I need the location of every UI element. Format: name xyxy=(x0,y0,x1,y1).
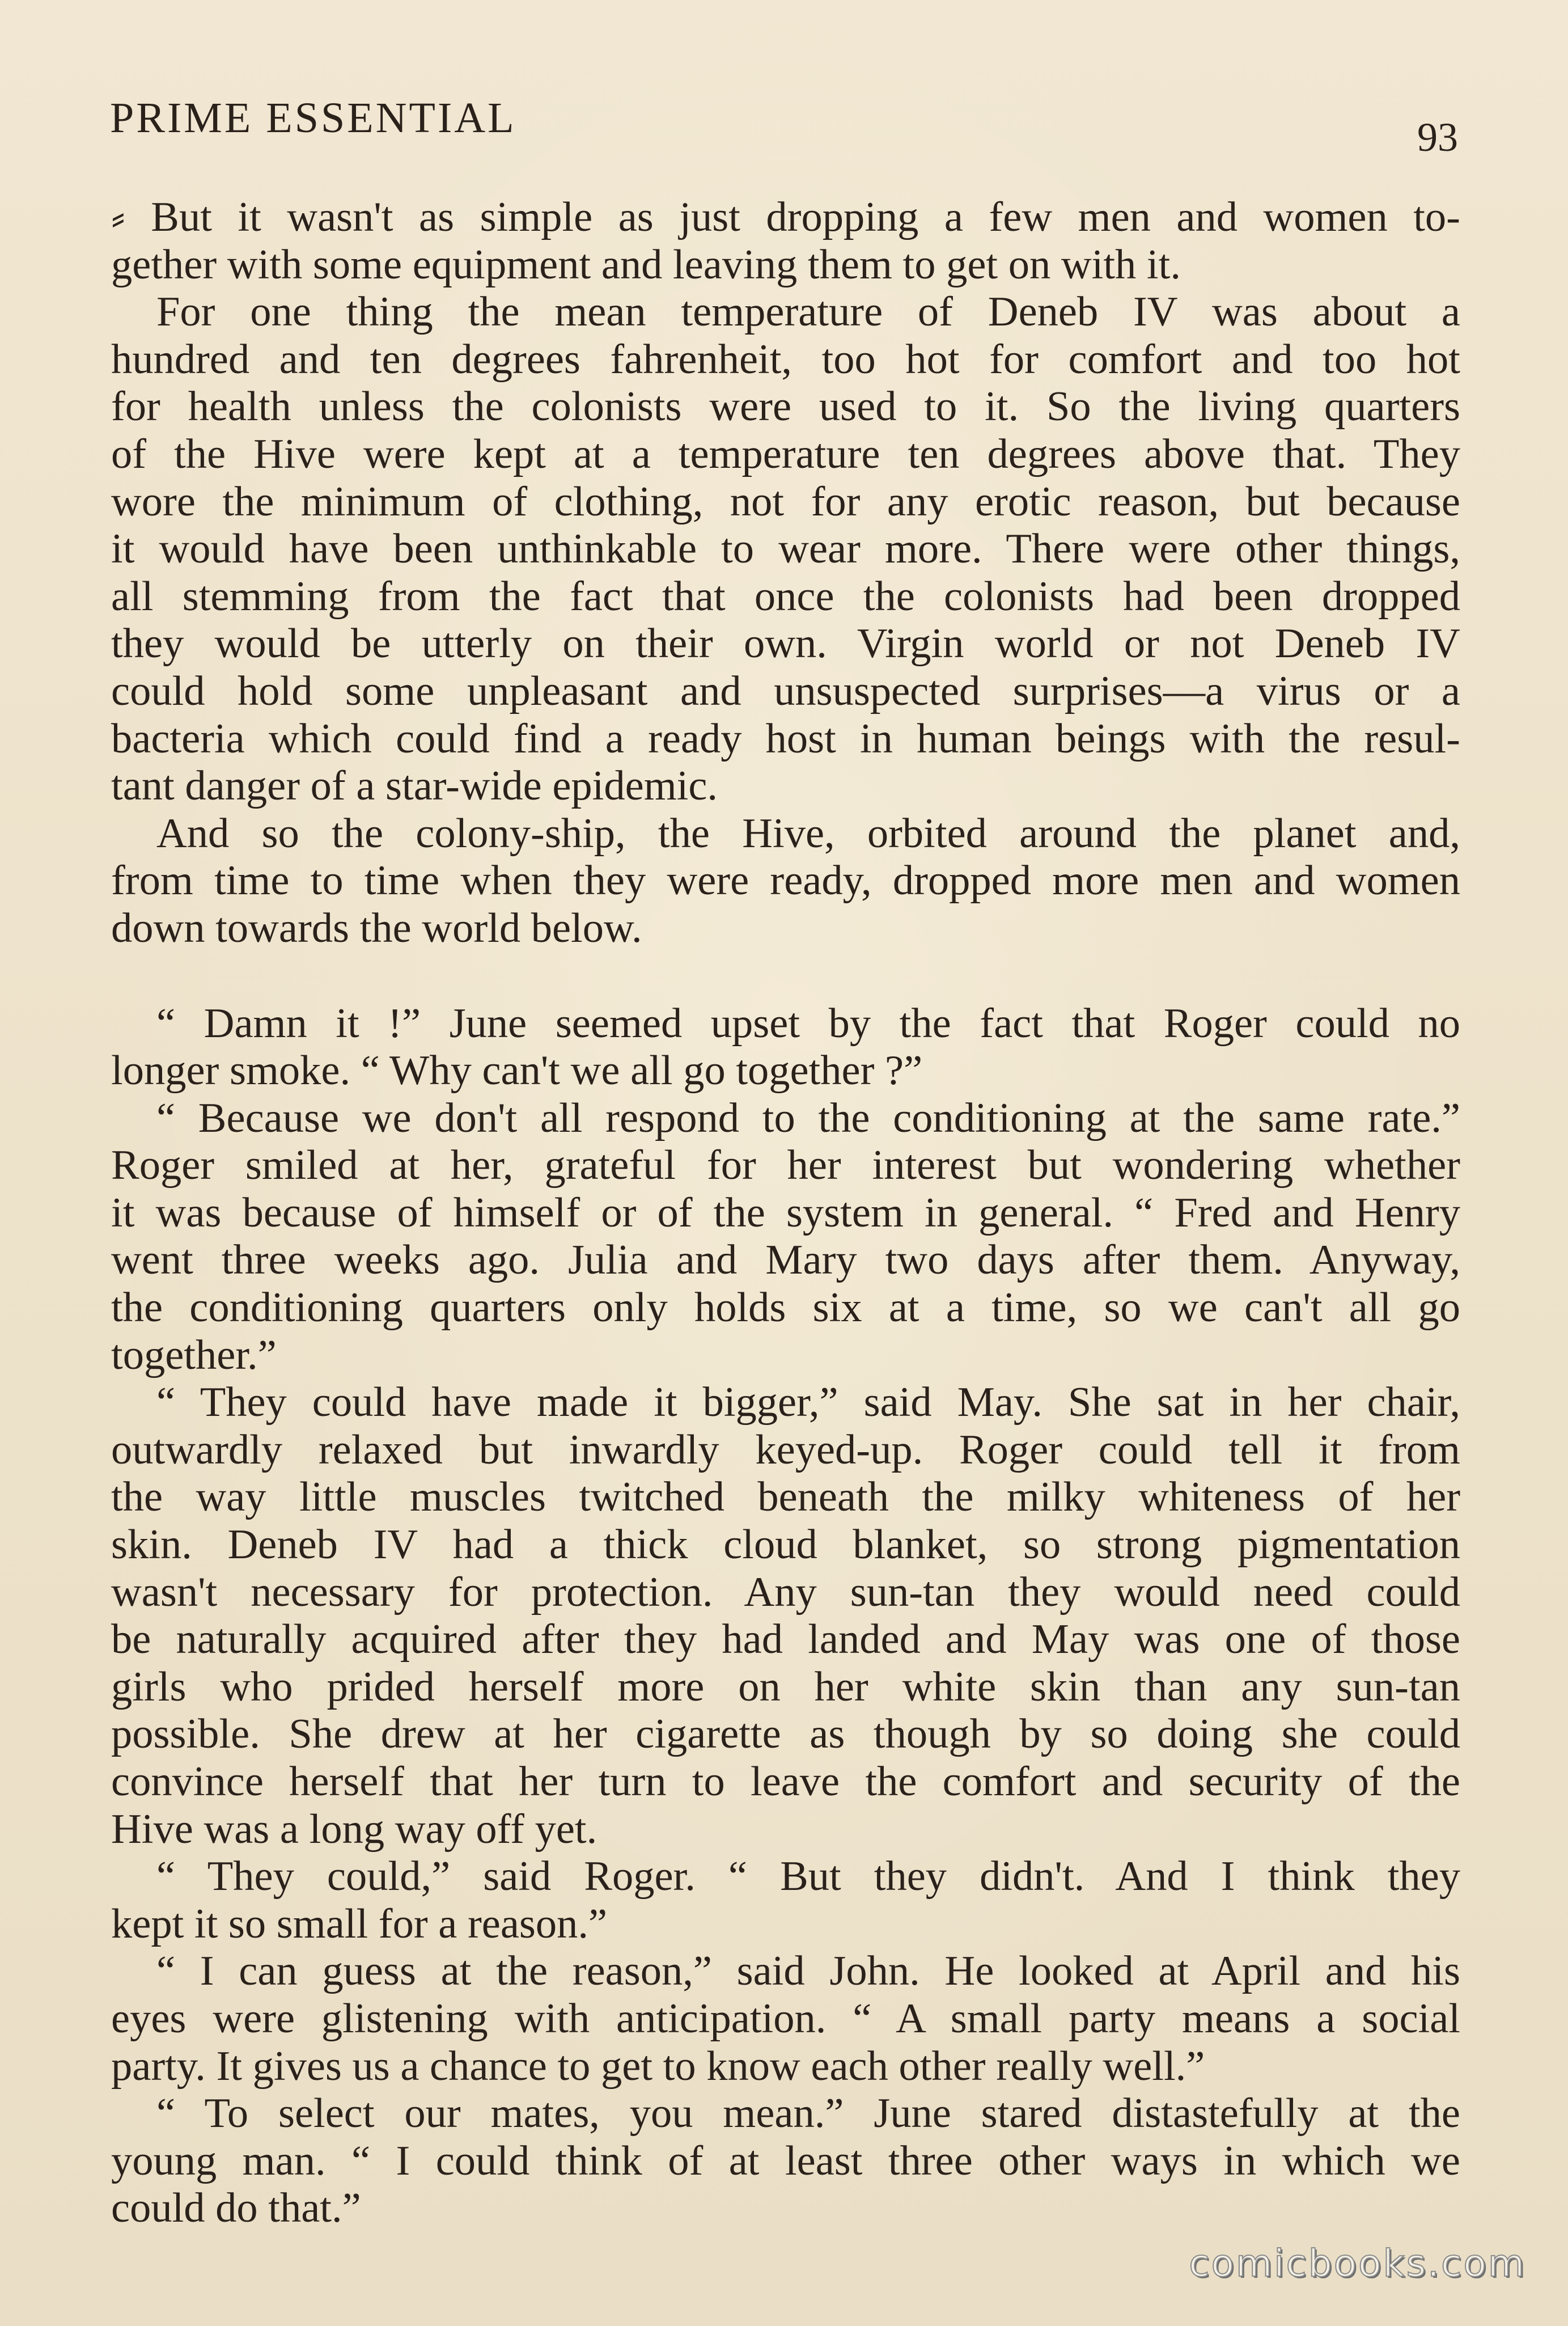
text-line: And so the colony-ship, the Hive, orbited around the planet and, xyxy=(156,810,1460,857)
text-line: it would have been unthinkable to wear more. There were other things, xyxy=(111,526,1460,573)
body-text xyxy=(111,194,1460,2232)
text-line: girls who prided herself more on her white skin than any sun-tan xyxy=(111,1663,1460,1710)
text-line: Roger smiled at her, grateful for her interest but wondering whether xyxy=(111,1142,1460,1189)
section-break xyxy=(111,953,1460,1000)
text-line: wasn't necessary for protection. Any sun-tan they would need could xyxy=(111,1568,1460,1615)
text-line: they would be utterly on their own. Virgin world or not Deneb IV xyxy=(111,620,1460,667)
text-line: “ To select our mates, you mean.” June stared distastefully at the xyxy=(156,2090,1460,2137)
text-line: convince herself that her turn to leave the comfort and security of the xyxy=(111,1758,1460,1805)
text-line: skin. Deneb IV had a thick cloud blanket, so strong pigmentation xyxy=(111,1521,1460,1568)
text-line: wore the minimum of clothing, not for any erotic reason, but because xyxy=(111,478,1460,525)
text-line: down towards the world below. xyxy=(111,904,642,951)
text-line: “ Damn it !” June seemed upset by the fact that Roger could no xyxy=(156,1000,1460,1047)
text-line: ⸗ But it wasn't as simple as just dropping a few men and women to- xyxy=(111,194,1460,240)
text-line: could hold some unpleasant and unsuspected surprises—a virus or a xyxy=(111,667,1460,714)
text-line: For one thing the mean temperature of Deneb IV was about a xyxy=(156,289,1460,336)
text-line: all stemming from the fact that once the colonists had been dropped xyxy=(111,573,1460,620)
text-line: young man. “ I could think of at least three other ways in which we xyxy=(111,2137,1460,2184)
text-line: “ I can guess at the reason,” said John. He looked at April and his xyxy=(156,1948,1460,1995)
text-line: outwardly relaxed but inwardly keyed-up. Roger could tell it from xyxy=(111,1426,1460,1473)
text-line: for health unless the colonists were used to it. So the living quarters xyxy=(111,383,1460,430)
text-line: kept it so small for a reason.” xyxy=(111,1900,608,1947)
text-line: eyes were glistening with anticipation. “ A small party means a social xyxy=(111,1995,1460,2042)
page-number: 93 xyxy=(1417,115,1458,160)
text-line: the way little muscles twitched beneath the milky whiteness of her xyxy=(111,1474,1460,1521)
text-line: gether with some equipment and leaving them to get on with it. xyxy=(111,241,1181,288)
text-line: bacteria which could find a ready host in human beings with the resul- xyxy=(111,715,1460,762)
text-line: of the Hive were kept at a temperature ten degrees above that. They xyxy=(111,430,1460,477)
watermark: comicbooks.com xyxy=(1189,2242,1526,2285)
text-line: hundred and ten degrees fahrenheit, too hot for comfort and too hot xyxy=(111,336,1460,383)
text-line: Hive was a long way off yet. xyxy=(111,1805,597,1853)
text-line: went three weeks ago. Julia and Mary two days after them. Anyway, xyxy=(111,1237,1460,1284)
text-line: tant danger of a star-wide epidemic. xyxy=(111,763,718,810)
text-line: longer smoke. “ Why can't we all go together ?” xyxy=(111,1047,923,1094)
text-line: “ They could have made it bigger,” said May. She sat in her chair, xyxy=(156,1379,1460,1426)
text-line: be naturally acquired after they had landed and May was one of those xyxy=(111,1616,1460,1663)
running-head: PRIME ESSENTIAL xyxy=(110,94,516,142)
text-line: “ Because we don't all respond to the conditioning at the same rate.” xyxy=(156,1094,1460,1141)
text-line: possible. She drew at her cigarette as though by so doing she could xyxy=(111,1711,1460,1758)
text-line: it was because of himself or of the system in general. “ Fred and Henry xyxy=(111,1189,1460,1236)
text-line: “ They could,” said Roger. “ But they didn't. And I think they xyxy=(156,1853,1460,1900)
text-line: together.” xyxy=(111,1331,277,1378)
text-line: the conditioning quarters only holds six at a time, so we can't all go xyxy=(111,1284,1460,1331)
text-line: from time to time when they were ready, dropped more men and women xyxy=(111,857,1460,904)
text-line: could do that.” xyxy=(111,2185,361,2232)
text-line: party. It gives us a chance to get to know each other really well.” xyxy=(111,2042,1205,2090)
